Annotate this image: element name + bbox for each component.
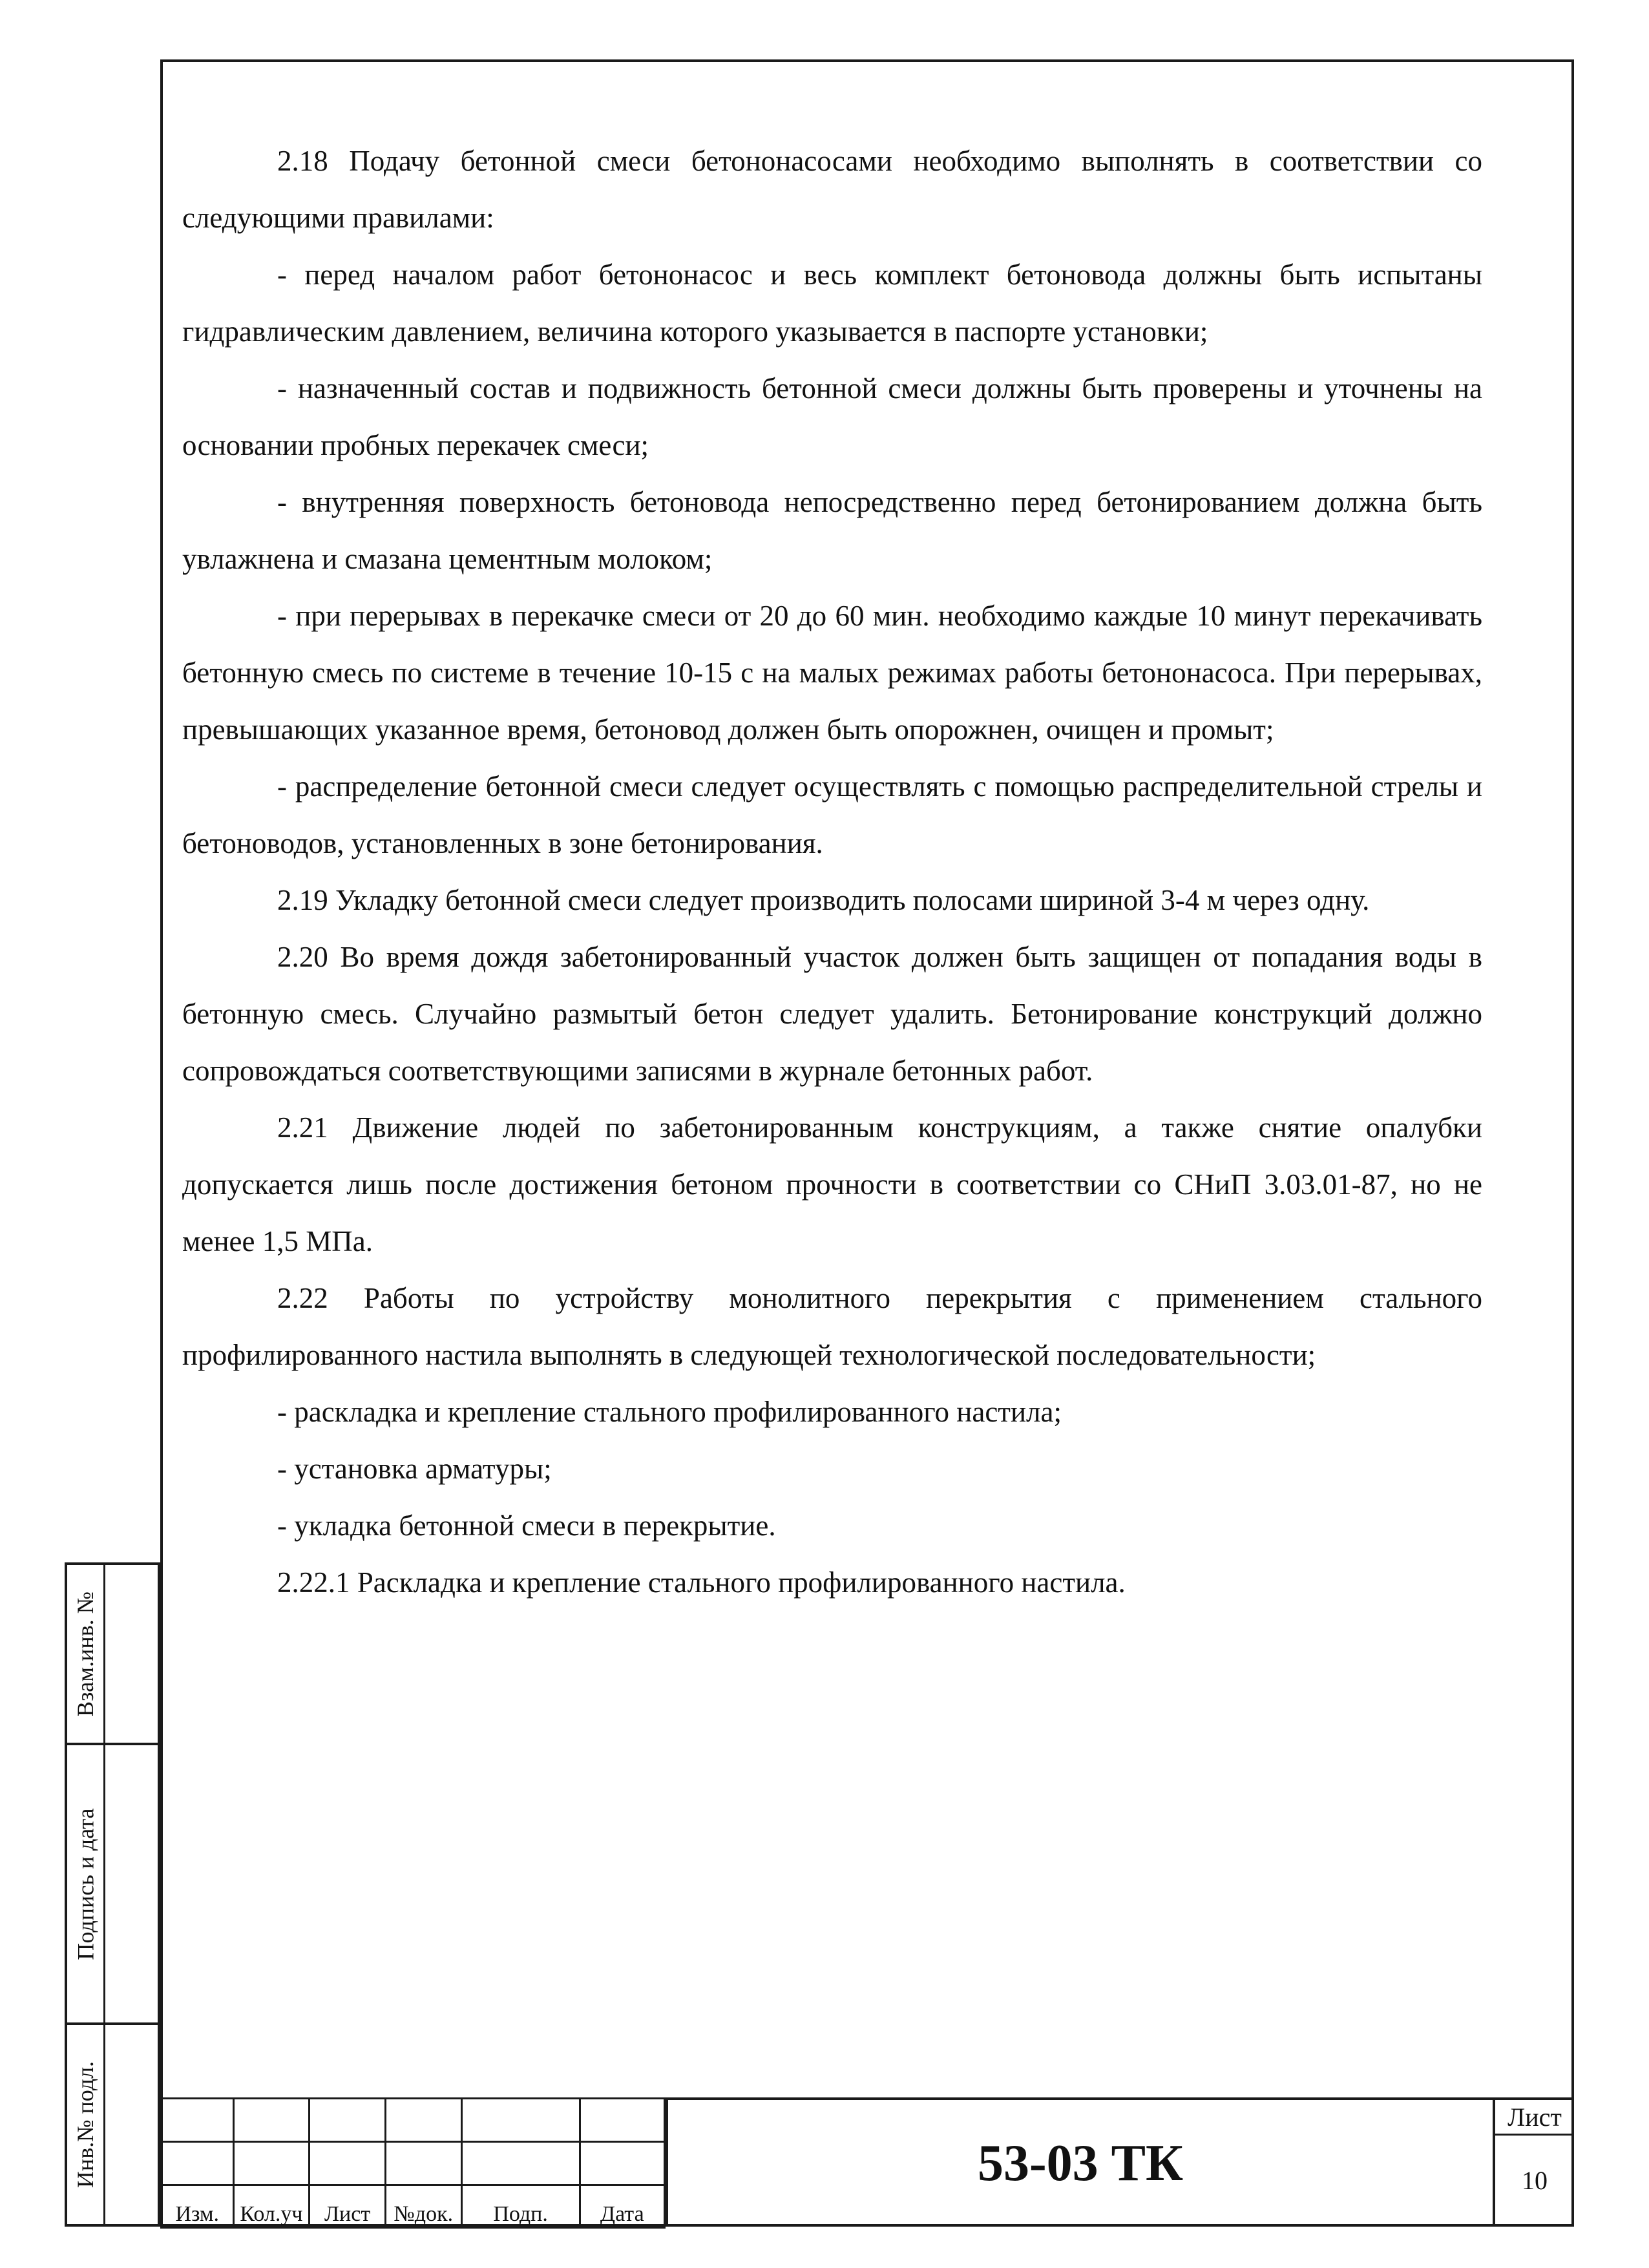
document-code-cell	[666, 2097, 1493, 2227]
side-box-replace-inv	[65, 1562, 160, 1745]
paragraph-p-rule-1: - перед началом работ бетононасос и весь комплект бетоновода должны быть испытаны гидравлическим давлением, величина которого указывается в паспорте установки;	[182, 258, 1482, 348]
revision-table	[160, 2097, 666, 2229]
stamp-header-cell: Изм.	[162, 2185, 234, 2228]
stamp-header-cell: Дата	[580, 2185, 664, 2228]
sheet-number: 10	[1522, 2166, 1548, 2195]
stamp-header-cell: №док.	[385, 2185, 461, 2228]
side-label-replace-inv: Взам.инв. №	[72, 1591, 98, 1717]
paragraph-p-step-2: - установка арматуры;	[277, 1453, 552, 1485]
stamp-header-cell: Подп.	[461, 2185, 580, 2228]
stamp-header-cell: Лист	[310, 2185, 386, 2228]
sheet-label: Лист	[1495, 2100, 1574, 2136]
paragraph-p-rule-3: - внутренняя поверхность бетоновода непосредственно перед бетонированием должна быть увлажнена и смазана цементным молоком;	[182, 486, 1482, 575]
side-label-inv-orig: Инв.№ подл.	[72, 2061, 98, 2189]
paragraph-p-2-19: 2.19 Укладку бетонной смеси следует производить полосами шириной 3-4 м через одну.	[277, 884, 1370, 916]
paragraph-p-2-21: 2.21 Движение людей по забетонированным конструкциям, а также снятие опалубки допускается лишь после достижения бетоном прочности в соответствии со СНиП 3.03.01-87, но не менее 1,5 МПа.	[182, 1111, 1482, 1257]
side-label-signature-date: Подпись и дата	[72, 1808, 99, 1960]
paragraph-p-rule-4: - при перерывах в перекачке смеси от 20 до 60 мин. необходимо каждые 10 минут перекачивать бетонную смесь по системе в течение 10-15 с на малых режимах работы бетононасоса. При перерывах, превышающих указанное время, бетоновод должен быть опорожнен, очищен и промыт;	[182, 600, 1482, 746]
paragraph-p-2-22-1: 2.22.1 Раскладка и крепление стального профилированного настила.	[277, 1566, 1126, 1599]
paragraph-p-rule-2: - назначенный состав и подвижность бетонной смеси должны быть проверены и уточнены на основании пробных перекачек смеси;	[182, 372, 1482, 461]
stamp-header-cell: Кол.уч	[233, 2185, 310, 2228]
side-box-signature-date	[65, 1743, 160, 2025]
paragraph-p-rule-5: - распределение бетонной смеси следует осуществлять с помощью распределительной стрелы и бетоноводов, установленных в зоне бетонирования.	[182, 770, 1482, 859]
title-block	[160, 2097, 1574, 2227]
paragraph-p-step-3: - укладка бетонной смеси в перекрытие.	[277, 1509, 776, 1542]
document-code: 53-03 ТК	[977, 2134, 1183, 2192]
sheet-cell	[1493, 2097, 1574, 2227]
paragraph-p-2-18: 2.18 Подачу бетонной смеси бетононасосами необходимо выполнять в соответствии со следующими правилами:	[182, 145, 1482, 234]
paragraph-p-2-20: 2.20 Во время дождя забетонированный участок должен быть защищен от попадания воды в бетонную смесь. Случайно размытый бетон следует удалить. Бетонирование конструкций должно сопровождаться соответствующими записями в журнале бетонных работ.	[182, 941, 1482, 1087]
paragraph-p-2-22: 2.22 Работы по устройству монолитного перекрытия с применением стального профилированного настила выполнять в следующей технологической последовательности;	[182, 1282, 1482, 1371]
side-box-inv-orig	[65, 2022, 160, 2227]
paragraph-p-step-1: - раскладка и крепление стального профилированного настила;	[277, 1396, 1062, 1428]
document-body	[182, 132, 1482, 1611]
